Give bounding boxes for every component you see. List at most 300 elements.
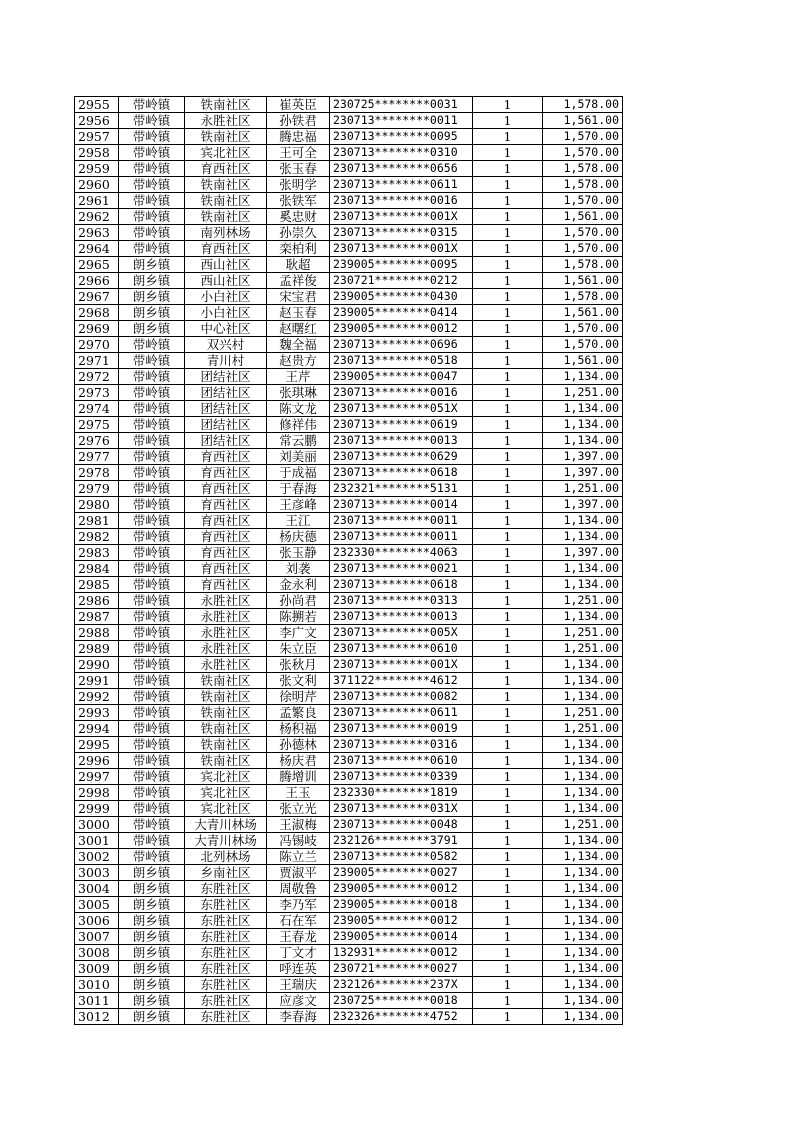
town-cell: 朗乡镇 <box>119 321 185 337</box>
serial-number-cell: 2980 <box>75 497 119 513</box>
id-number-cell: 239005********0095 <box>330 257 473 273</box>
serial-number-cell: 2967 <box>75 289 119 305</box>
name-cell: 丁文才 <box>267 945 330 961</box>
town-cell: 带岭镇 <box>119 545 185 561</box>
quantity-cell: 1 <box>473 225 543 241</box>
table-row <box>75 673 623 689</box>
town-cell: 带岭镇 <box>119 369 185 385</box>
table-row <box>75 465 623 481</box>
community-cell: 育西社区 <box>185 497 267 513</box>
amount-cell: 1,134.00 <box>543 913 623 929</box>
quantity-cell: 1 <box>473 817 543 833</box>
id-number-cell: 230713********0014 <box>330 497 473 513</box>
id-number-cell: 232330********4063 <box>330 545 473 561</box>
name-cell: 赵玉春 <box>267 305 330 321</box>
community-cell: 宾北社区 <box>185 801 267 817</box>
community-cell: 育西社区 <box>185 161 267 177</box>
name-cell: 金永利 <box>267 577 330 593</box>
table-row <box>75 289 623 305</box>
town-cell: 带岭镇 <box>119 497 185 513</box>
amount-cell: 1,134.00 <box>543 881 623 897</box>
id-number-cell: 230713********0095 <box>330 129 473 145</box>
table-row <box>75 449 623 465</box>
id-number-cell: 230721********0027 <box>330 961 473 977</box>
quantity-cell: 1 <box>473 977 543 993</box>
quantity-cell: 1 <box>473 737 543 753</box>
serial-number-cell: 2995 <box>75 737 119 753</box>
town-cell: 带岭镇 <box>119 753 185 769</box>
name-cell: 张文利 <box>267 673 330 689</box>
table-row <box>75 225 623 241</box>
town-cell: 带岭镇 <box>119 641 185 657</box>
table-row <box>75 865 623 881</box>
name-cell: 于成福 <box>267 465 330 481</box>
quantity-cell: 1 <box>473 369 543 385</box>
serial-number-cell: 2958 <box>75 145 119 161</box>
serial-number-cell: 2992 <box>75 689 119 705</box>
id-number-cell: 239005********0430 <box>330 289 473 305</box>
amount-cell: 1,251.00 <box>543 625 623 641</box>
table-row <box>75 945 623 961</box>
serial-number-cell: 2970 <box>75 337 119 353</box>
id-number-cell: 239005********0027 <box>330 865 473 881</box>
name-cell: 张明学 <box>267 177 330 193</box>
serial-number-cell: 2994 <box>75 721 119 737</box>
community-cell: 永胜社区 <box>185 113 267 129</box>
id-number-cell: 232326********4752 <box>330 1009 473 1025</box>
community-cell: 西山社区 <box>185 257 267 273</box>
serial-number-cell: 3009 <box>75 961 119 977</box>
community-cell: 宾北社区 <box>185 769 267 785</box>
town-cell: 带岭镇 <box>119 785 185 801</box>
community-cell: 南列林场 <box>185 225 267 241</box>
town-cell: 带岭镇 <box>119 625 185 641</box>
table-row <box>75 193 623 209</box>
serial-number-cell: 2998 <box>75 785 119 801</box>
serial-number-cell: 2985 <box>75 577 119 593</box>
table-row <box>75 817 623 833</box>
community-cell: 团结社区 <box>185 401 267 417</box>
quantity-cell: 1 <box>473 529 543 545</box>
id-number-cell: 232126********237X <box>330 977 473 993</box>
amount-cell: 1,134.00 <box>543 529 623 545</box>
quantity-cell: 1 <box>473 609 543 625</box>
amount-cell: 1,561.00 <box>543 353 623 369</box>
serial-number-cell: 2993 <box>75 705 119 721</box>
community-cell: 永胜社区 <box>185 625 267 641</box>
quantity-cell: 1 <box>473 513 543 529</box>
town-cell: 朗乡镇 <box>119 257 185 273</box>
community-cell: 东胜社区 <box>185 897 267 913</box>
table-row <box>75 977 623 993</box>
serial-number-cell: 2981 <box>75 513 119 529</box>
community-cell: 育西社区 <box>185 513 267 529</box>
amount-cell: 1,570.00 <box>543 321 623 337</box>
id-number-cell: 239005********0018 <box>330 897 473 913</box>
amount-cell: 1,134.00 <box>543 369 623 385</box>
serial-number-cell: 2990 <box>75 657 119 673</box>
amount-cell: 1,397.00 <box>543 545 623 561</box>
name-cell: 孙崇久 <box>267 225 330 241</box>
town-cell: 带岭镇 <box>119 401 185 417</box>
community-cell: 铁南社区 <box>185 689 267 705</box>
name-cell: 王彦峰 <box>267 497 330 513</box>
quantity-cell: 1 <box>473 721 543 737</box>
community-cell: 铁南社区 <box>185 753 267 769</box>
serial-number-cell: 2963 <box>75 225 119 241</box>
name-cell: 李广文 <box>267 625 330 641</box>
town-cell: 带岭镇 <box>119 225 185 241</box>
quantity-cell: 1 <box>473 401 543 417</box>
record-table-body <box>75 97 623 1025</box>
serial-number-cell: 2988 <box>75 625 119 641</box>
id-number-cell: 371122********4612 <box>330 673 473 689</box>
amount-cell: 1,397.00 <box>543 449 623 465</box>
town-cell: 带岭镇 <box>119 209 185 225</box>
quantity-cell: 1 <box>473 689 543 705</box>
town-cell: 带岭镇 <box>119 241 185 257</box>
name-cell: 崔英臣 <box>267 97 330 113</box>
table-row <box>75 929 623 945</box>
serial-number-cell: 2979 <box>75 481 119 497</box>
name-cell: 冯锡岐 <box>267 833 330 849</box>
id-number-cell: 232330********1819 <box>330 785 473 801</box>
amount-cell: 1,134.00 <box>543 753 623 769</box>
town-cell: 带岭镇 <box>119 337 185 353</box>
table-row <box>75 113 623 129</box>
record-table <box>74 96 623 1025</box>
id-number-cell: 230713********0618 <box>330 577 473 593</box>
community-cell: 育西社区 <box>185 529 267 545</box>
quantity-cell: 1 <box>473 593 543 609</box>
name-cell: 赵贵方 <box>267 353 330 369</box>
town-cell: 朗乡镇 <box>119 945 185 961</box>
amount-cell: 1,134.00 <box>543 961 623 977</box>
quantity-cell: 1 <box>473 897 543 913</box>
town-cell: 带岭镇 <box>119 97 185 113</box>
community-cell: 东胜社区 <box>185 945 267 961</box>
amount-cell: 1,397.00 <box>543 497 623 513</box>
town-cell: 带岭镇 <box>119 833 185 849</box>
community-cell: 团结社区 <box>185 385 267 401</box>
amount-cell: 1,251.00 <box>543 817 623 833</box>
serial-number-cell: 2984 <box>75 561 119 577</box>
serial-number-cell: 3006 <box>75 913 119 929</box>
serial-number-cell: 2957 <box>75 129 119 145</box>
quantity-cell: 1 <box>473 545 543 561</box>
quantity-cell: 1 <box>473 865 543 881</box>
amount-cell: 1,578.00 <box>543 289 623 305</box>
community-cell: 永胜社区 <box>185 657 267 673</box>
community-cell: 铁南社区 <box>185 673 267 689</box>
community-cell: 铁南社区 <box>185 721 267 737</box>
serial-number-cell: 2991 <box>75 673 119 689</box>
serial-number-cell: 3001 <box>75 833 119 849</box>
name-cell: 赵曙红 <box>267 321 330 337</box>
quantity-cell: 1 <box>473 561 543 577</box>
town-cell: 带岭镇 <box>119 113 185 129</box>
town-cell: 朗乡镇 <box>119 929 185 945</box>
id-number-cell: 230713********001X <box>330 209 473 225</box>
id-number-cell: 230713********0582 <box>330 849 473 865</box>
table-row <box>75 321 623 337</box>
serial-number-cell: 2959 <box>75 161 119 177</box>
name-cell: 孙德林 <box>267 737 330 753</box>
name-cell: 杨积福 <box>267 721 330 737</box>
id-number-cell: 230721********0212 <box>330 273 473 289</box>
town-cell: 朗乡镇 <box>119 977 185 993</box>
community-cell: 东胜社区 <box>185 977 267 993</box>
town-cell: 朗乡镇 <box>119 897 185 913</box>
id-number-cell: 230713********0629 <box>330 449 473 465</box>
quantity-cell: 1 <box>473 481 543 497</box>
id-number-cell: 239005********0047 <box>330 369 473 385</box>
quantity-cell: 1 <box>473 465 543 481</box>
amount-cell: 1,561.00 <box>543 209 623 225</box>
id-number-cell: 230713********0618 <box>330 465 473 481</box>
name-cell: 石在军 <box>267 913 330 929</box>
table-row <box>75 369 623 385</box>
town-cell: 带岭镇 <box>119 481 185 497</box>
table-row <box>75 209 623 225</box>
amount-cell: 1,561.00 <box>543 305 623 321</box>
table-row <box>75 993 623 1009</box>
table-row <box>75 849 623 865</box>
amount-cell: 1,570.00 <box>543 225 623 241</box>
name-cell: 杨庆君 <box>267 753 330 769</box>
amount-cell: 1,570.00 <box>543 241 623 257</box>
serial-number-cell: 3010 <box>75 977 119 993</box>
amount-cell: 1,134.00 <box>543 769 623 785</box>
name-cell: 孙铁君 <box>267 113 330 129</box>
amount-cell: 1,134.00 <box>543 673 623 689</box>
amount-cell: 1,251.00 <box>543 593 623 609</box>
town-cell: 带岭镇 <box>119 177 185 193</box>
community-cell: 北列林场 <box>185 849 267 865</box>
id-number-cell: 230713********0611 <box>330 705 473 721</box>
amount-cell: 1,134.00 <box>543 849 623 865</box>
quantity-cell: 1 <box>473 833 543 849</box>
name-cell: 奚忠财 <box>267 209 330 225</box>
quantity-cell: 1 <box>473 929 543 945</box>
community-cell: 铁南社区 <box>185 177 267 193</box>
id-number-cell: 239005********0012 <box>330 881 473 897</box>
amount-cell: 1,251.00 <box>543 385 623 401</box>
quantity-cell: 1 <box>473 321 543 337</box>
quantity-cell: 1 <box>473 209 543 225</box>
table-row <box>75 657 623 673</box>
table-row <box>75 753 623 769</box>
community-cell: 铁南社区 <box>185 97 267 113</box>
town-cell: 带岭镇 <box>119 529 185 545</box>
serial-number-cell: 3008 <box>75 945 119 961</box>
serial-number-cell: 3012 <box>75 1009 119 1025</box>
serial-number-cell: 2956 <box>75 113 119 129</box>
town-cell: 带岭镇 <box>119 129 185 145</box>
serial-number-cell: 2961 <box>75 193 119 209</box>
town-cell: 带岭镇 <box>119 417 185 433</box>
amount-cell: 1,570.00 <box>543 337 623 353</box>
name-cell: 宋宝君 <box>267 289 330 305</box>
table-row <box>75 625 623 641</box>
id-number-cell: 230713********0013 <box>330 609 473 625</box>
name-cell: 孟繁良 <box>267 705 330 721</box>
amount-cell: 1,251.00 <box>543 721 623 737</box>
community-cell: 宾北社区 <box>185 785 267 801</box>
quantity-cell: 1 <box>473 913 543 929</box>
town-cell: 朗乡镇 <box>119 961 185 977</box>
quantity-cell: 1 <box>473 417 543 433</box>
quantity-cell: 1 <box>473 241 543 257</box>
quantity-cell: 1 <box>473 641 543 657</box>
serial-number-cell: 2966 <box>75 273 119 289</box>
serial-number-cell: 3011 <box>75 993 119 1009</box>
name-cell: 杨庆德 <box>267 529 330 545</box>
amount-cell: 1,134.00 <box>543 609 623 625</box>
serial-number-cell: 2983 <box>75 545 119 561</box>
community-cell: 东胜社区 <box>185 993 267 1009</box>
quantity-cell: 1 <box>473 129 543 145</box>
amount-cell: 1,578.00 <box>543 161 623 177</box>
community-cell: 永胜社区 <box>185 609 267 625</box>
id-number-cell: 230725********0031 <box>330 97 473 113</box>
amount-cell: 1,134.00 <box>543 737 623 753</box>
table-row <box>75 913 623 929</box>
community-cell: 铁南社区 <box>185 737 267 753</box>
amount-cell: 1,251.00 <box>543 705 623 721</box>
id-number-cell: 230713********001X <box>330 657 473 673</box>
amount-cell: 1,134.00 <box>543 689 623 705</box>
quantity-cell: 1 <box>473 257 543 273</box>
community-cell: 铁南社区 <box>185 129 267 145</box>
id-number-cell: 230713********0518 <box>330 353 473 369</box>
name-cell: 于春海 <box>267 481 330 497</box>
quantity-cell: 1 <box>473 337 543 353</box>
amount-cell: 1,134.00 <box>543 513 623 529</box>
town-cell: 朗乡镇 <box>119 881 185 897</box>
quantity-cell: 1 <box>473 769 543 785</box>
id-number-cell: 230713********0313 <box>330 593 473 609</box>
id-number-cell: 230713********005X <box>330 625 473 641</box>
amount-cell: 1,561.00 <box>543 273 623 289</box>
town-cell: 带岭镇 <box>119 737 185 753</box>
community-cell: 双兴村 <box>185 337 267 353</box>
quantity-cell: 1 <box>473 625 543 641</box>
id-number-cell: 230713********0619 <box>330 417 473 433</box>
community-cell: 育西社区 <box>185 561 267 577</box>
table-row <box>75 241 623 257</box>
id-number-cell: 239005********0414 <box>330 305 473 321</box>
quantity-cell: 1 <box>473 577 543 593</box>
name-cell: 耿超 <box>267 257 330 273</box>
id-number-cell: 239005********0012 <box>330 913 473 929</box>
id-number-cell: 132931********0012 <box>330 945 473 961</box>
serial-number-cell: 2986 <box>75 593 119 609</box>
name-cell: 张玉静 <box>267 545 330 561</box>
name-cell: 张玉春 <box>267 161 330 177</box>
name-cell: 张琪琳 <box>267 385 330 401</box>
serial-number-cell: 2965 <box>75 257 119 273</box>
amount-cell: 1,134.00 <box>543 401 623 417</box>
name-cell: 张铁军 <box>267 193 330 209</box>
quantity-cell: 1 <box>473 193 543 209</box>
id-number-cell: 230713********0310 <box>330 145 473 161</box>
town-cell: 带岭镇 <box>119 657 185 673</box>
name-cell: 孙尚君 <box>267 593 330 609</box>
quantity-cell: 1 <box>473 785 543 801</box>
table-row <box>75 721 623 737</box>
table-row <box>75 385 623 401</box>
name-cell: 刘美丽 <box>267 449 330 465</box>
amount-cell: 1,561.00 <box>543 113 623 129</box>
name-cell: 张秋月 <box>267 657 330 673</box>
amount-cell: 1,134.00 <box>543 561 623 577</box>
community-cell: 乡南社区 <box>185 865 267 881</box>
name-cell: 王春龙 <box>267 929 330 945</box>
table-row <box>75 737 623 753</box>
town-cell: 带岭镇 <box>119 673 185 689</box>
serial-number-cell: 2973 <box>75 385 119 401</box>
id-number-cell: 230713********0016 <box>330 193 473 209</box>
amount-cell: 1,251.00 <box>543 481 623 497</box>
community-cell: 育西社区 <box>185 449 267 465</box>
table-row <box>75 801 623 817</box>
serial-number-cell: 2997 <box>75 769 119 785</box>
community-cell: 大青川林场 <box>185 833 267 849</box>
serial-number-cell: 2955 <box>75 97 119 113</box>
town-cell: 带岭镇 <box>119 705 185 721</box>
id-number-cell: 230713********0011 <box>330 113 473 129</box>
community-cell: 中心社区 <box>185 321 267 337</box>
id-number-cell: 230713********0016 <box>330 385 473 401</box>
community-cell: 铁南社区 <box>185 705 267 721</box>
community-cell: 团结社区 <box>185 433 267 449</box>
serial-number-cell: 2971 <box>75 353 119 369</box>
amount-cell: 1,134.00 <box>543 417 623 433</box>
name-cell: 王江 <box>267 513 330 529</box>
name-cell: 修祥伟 <box>267 417 330 433</box>
name-cell: 陈搠若 <box>267 609 330 625</box>
table-row <box>75 177 623 193</box>
table-row <box>75 161 623 177</box>
table-row <box>75 497 623 513</box>
quantity-cell: 1 <box>473 273 543 289</box>
id-number-cell: 230713********0019 <box>330 721 473 737</box>
town-cell: 带岭镇 <box>119 449 185 465</box>
id-number-cell: 230713********0696 <box>330 337 473 353</box>
serial-number-cell: 2989 <box>75 641 119 657</box>
table-row <box>75 433 623 449</box>
community-cell: 育西社区 <box>185 545 267 561</box>
town-cell: 带岭镇 <box>119 433 185 449</box>
town-cell: 朗乡镇 <box>119 865 185 881</box>
name-cell: 王瑞庆 <box>267 977 330 993</box>
quantity-cell: 1 <box>473 161 543 177</box>
name-cell: 徐明芹 <box>267 689 330 705</box>
amount-cell: 1,134.00 <box>543 977 623 993</box>
name-cell: 王玉 <box>267 785 330 801</box>
serial-number-cell: 2982 <box>75 529 119 545</box>
community-cell: 小白社区 <box>185 289 267 305</box>
id-number-cell: 230713********0610 <box>330 753 473 769</box>
town-cell: 带岭镇 <box>119 385 185 401</box>
serial-number-cell: 2974 <box>75 401 119 417</box>
table-row <box>75 273 623 289</box>
id-number-cell: 230713********0048 <box>330 817 473 833</box>
name-cell: 李春海 <box>267 1009 330 1025</box>
serial-number-cell: 2978 <box>75 465 119 481</box>
serial-number-cell: 2960 <box>75 177 119 193</box>
